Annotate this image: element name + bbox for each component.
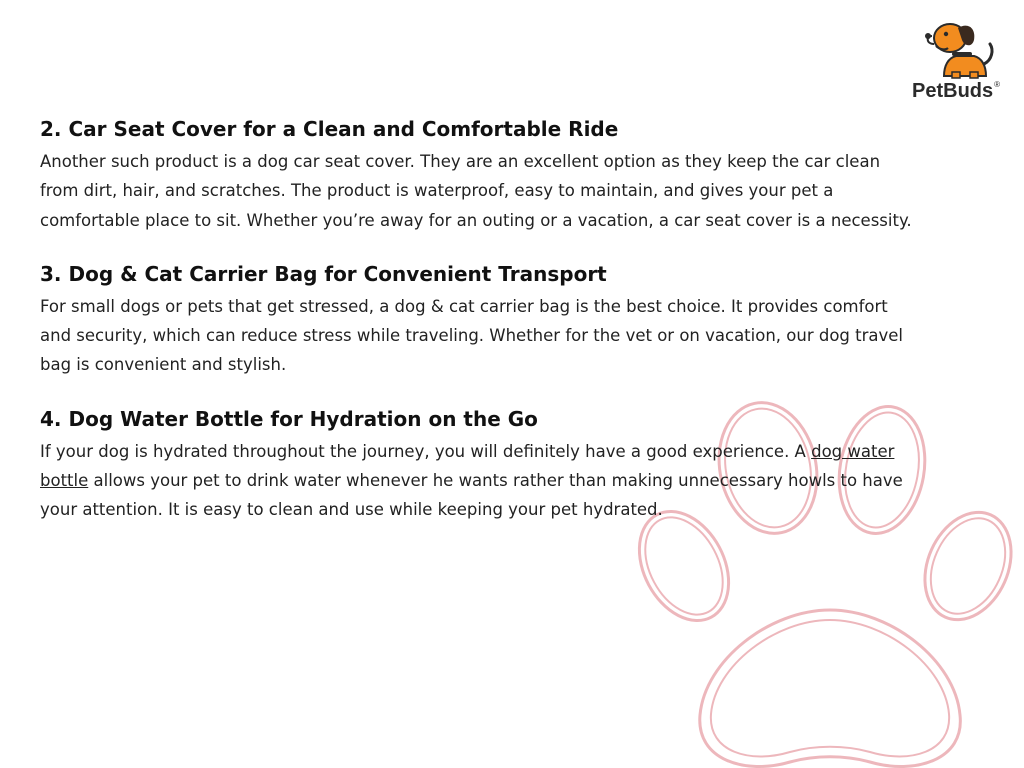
section-water-bottle	[40, 404, 920, 525]
body-text-after-link: allows your pet to drink water whenever he wants rather than making unnecessary howls to have your attention. It is easy to clean and use while keeping your pet hydrated.	[40, 471, 903, 520]
body-text-before-link: If your dog is hydrated throughout the journey, you will definitely have a good experience. A	[40, 441, 812, 461]
section-body: For small dogs or pets that get stressed, a dog & cat carrier bag is the best choice. It provides comfort and security, which can reduce stress while traveling. Whether for the vet or on vacation, our dog travel bag is convenient and stylish.	[40, 296, 904, 375]
brand-name: PetBuds®	[912, 80, 1001, 102]
section-car-seat-cover	[40, 114, 920, 235]
section-body: Another such product is a dog car seat cover. They are an excellent option as they keep the car clean from dirt, hair, and scratches. The product is waterproof, easy to maintain, and gives your pet a comfortable place to sit. Whether you’re away for an outing or a vacation, a car seat cover is a necessity.	[40, 152, 912, 230]
section-heading: 4. Dog Water Bottle for Hydration on the Go	[40, 406, 538, 431]
petbuds-logo	[908, 14, 1016, 106]
article-content	[40, 114, 920, 549]
registered-mark: ®	[994, 80, 1001, 89]
section-body	[40, 437, 920, 525]
dog-water-bottle-link[interactable]: dog water bottle	[40, 441, 895, 491]
section-carrier-bag	[40, 259, 920, 380]
section-heading: 2. Car Seat Cover for a Clean and Comfortable Ride	[40, 117, 619, 141]
section-heading: 3. Dog & Cat Carrier Bag for Convenient Transport	[40, 261, 607, 286]
dog-mascot-icon	[918, 14, 998, 84]
